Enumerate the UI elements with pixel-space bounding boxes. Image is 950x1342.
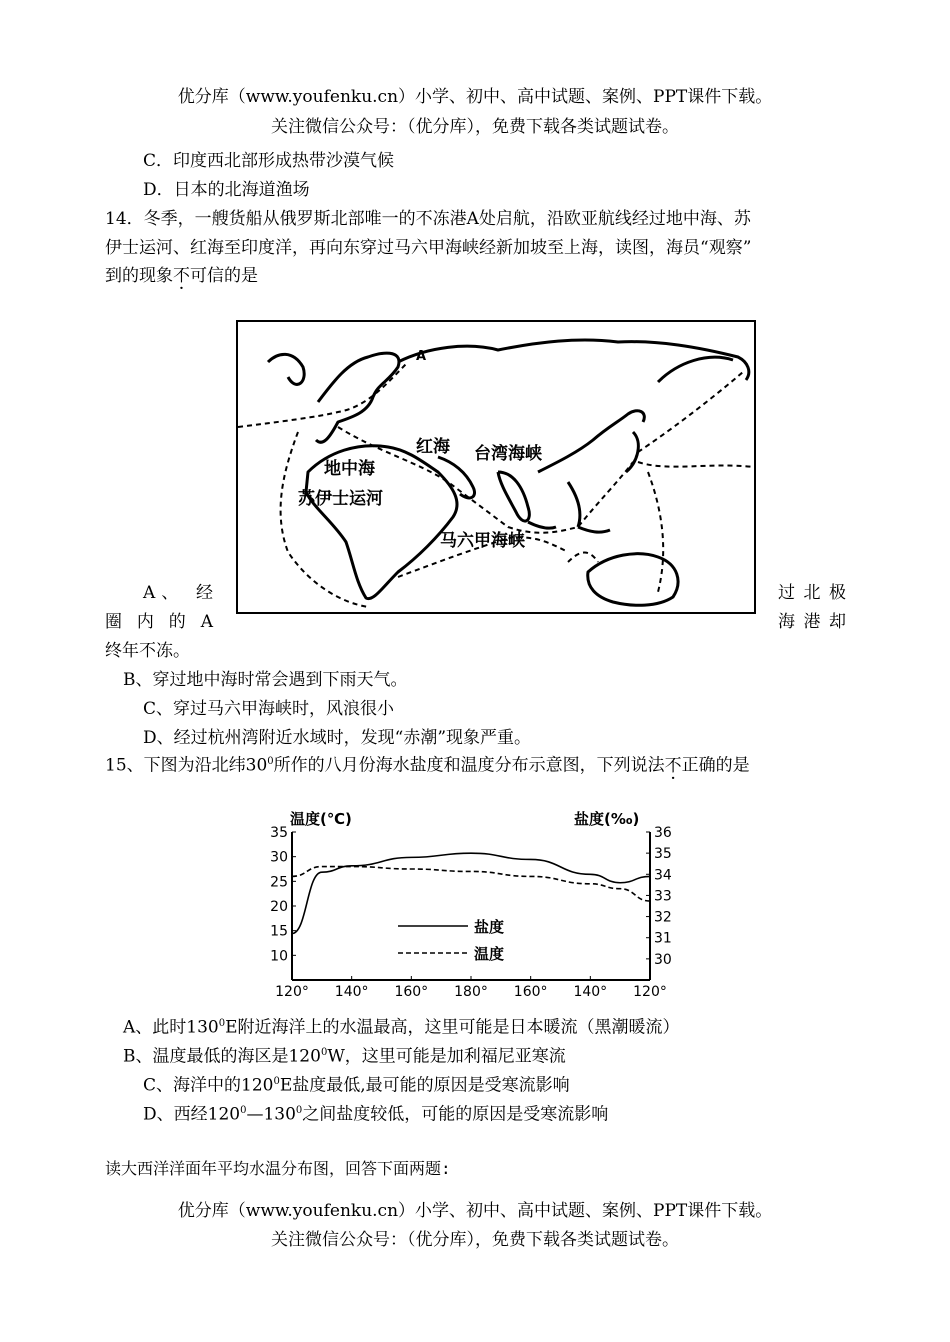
q14-option-a-left-2: 圈内的A bbox=[105, 612, 213, 632]
q15-option-c-post: E盐度最低,最可能的原因是受寒流影响 bbox=[279, 1075, 570, 1096]
footer-line-1: 优分库（www.youfenku.cn）小学、初中、高中试题、案例、PPT课件下载。 bbox=[177, 1201, 773, 1221]
q15-stem bbox=[105, 751, 750, 777]
chart-left-axis-label: 温度(℃) bbox=[290, 810, 352, 828]
q15-option-b-sup: 0 bbox=[320, 1047, 328, 1058]
chart-legend-temperature-label: 温度 bbox=[474, 945, 505, 963]
salinity-temperature-chart bbox=[258, 800, 688, 1000]
q14-emphasis-char: 不 bbox=[173, 266, 190, 286]
q14-stem-line-3 bbox=[105, 265, 258, 287]
q14-option-a-right-2: 海港却 bbox=[778, 612, 846, 632]
chart-left-tick-label: 35 bbox=[270, 825, 288, 841]
q14-option-d: D、经过杭州湾附近水域时，发现“赤潮”现象严重。 bbox=[143, 728, 532, 748]
q15-option-d bbox=[143, 1100, 608, 1126]
q14-stem-pre: 到的现象 bbox=[105, 266, 173, 286]
q13-option-c: C．印度西北部形成热带沙漠气候 bbox=[143, 151, 395, 171]
q15-option-d-mid: —130 bbox=[246, 1104, 296, 1125]
chart-layer bbox=[270, 825, 672, 1000]
q15-option-d-pre: D、西经120 bbox=[143, 1104, 241, 1125]
map-indonesia-2 bbox=[578, 527, 610, 532]
map-australia bbox=[588, 554, 678, 606]
q15-option-c-sup: 0 bbox=[273, 1076, 280, 1087]
world-route-map bbox=[236, 320, 756, 614]
q15-option-b bbox=[123, 1042, 566, 1068]
q14-option-a-left-1: A、 经 bbox=[143, 583, 213, 603]
chart-legend-salinity-label: 盐度 bbox=[474, 918, 505, 936]
chart-left-tick-label: 25 bbox=[270, 874, 288, 891]
q14-option-a-right-1: 过北极 bbox=[778, 583, 846, 603]
map-label-med: 地中海 bbox=[324, 459, 375, 479]
chart-x-tick-label: 180° bbox=[454, 984, 488, 1000]
chart-right-tick-label: 34 bbox=[654, 867, 672, 884]
chart-left-tick-label: 15 bbox=[270, 923, 288, 940]
q15-option-c-pre: C、海洋中的120 bbox=[143, 1075, 274, 1096]
map-label-taiwan: 台湾海峡 bbox=[474, 444, 542, 464]
q15-option-d-sup-1: 0 bbox=[240, 1105, 247, 1116]
reading-instruction: 读大西洋洋面年平均水温分布图，回答下面两题: bbox=[105, 1159, 451, 1178]
q14-stem-line-2: 伊士运河、红海至印度洋，再向东穿过马六甲海峡经新加坡至上海，读图，海员“观察” bbox=[105, 238, 752, 258]
chart-right-axis-label: 盐度(‰) bbox=[574, 810, 640, 828]
q15-stem-sup: 0 bbox=[267, 756, 274, 767]
q15-option-a bbox=[123, 1013, 680, 1039]
route-pacific bbox=[638, 462, 754, 467]
chart-x-tick-label: 120° bbox=[633, 984, 667, 1000]
chart-left-tick-label: 30 bbox=[270, 849, 288, 866]
chart-x-tick-label: 120° bbox=[275, 984, 309, 1000]
chart-x-tick-label: 160° bbox=[394, 984, 429, 1000]
chart-series-salinity bbox=[292, 853, 650, 933]
q14-stem-post: 可信的是 bbox=[190, 266, 258, 286]
q15-option-b-post: W，这里可能是加利福尼亚寒流 bbox=[327, 1046, 566, 1067]
chart-series-temperature bbox=[292, 867, 650, 902]
map-indonesia-1 bbox=[528, 522, 556, 528]
q14-option-a-line-3: 终年不冻。 bbox=[105, 641, 190, 661]
map-kamchatka bbox=[658, 357, 733, 382]
chart-left-tick-label: 20 bbox=[270, 899, 288, 915]
q15-option-d-post: 之间盐度较低，可能的原因是受寒流影响 bbox=[302, 1104, 609, 1125]
chart-left-tick-label: 10 bbox=[270, 948, 288, 965]
map-label-a: A bbox=[416, 349, 427, 364]
q14-option-b: B、穿过地中海时常会遇到下雨天气。 bbox=[123, 670, 408, 690]
map-label-red-sea: 红海 bbox=[416, 437, 450, 457]
route-south bbox=[648, 472, 663, 592]
q15-option-a-post: E附近海洋上的水温最高，这里可能是日本暖流（黑潮暖流） bbox=[225, 1017, 680, 1038]
q15-stem-pre: 15、下图为沿北纬30 bbox=[105, 755, 268, 776]
header-line-2: 关注微信公众号：（优分库），免费下载各类试题试卷。 bbox=[271, 117, 679, 137]
chart-right-tick-label: 32 bbox=[654, 909, 672, 926]
q15-stem-post: 正确的是 bbox=[681, 755, 750, 776]
q15-option-c bbox=[143, 1071, 570, 1097]
chart-right-tick-label: 30 bbox=[654, 951, 672, 968]
header-line-1: 优分库（www.youfenku.cn）小学、初中、高中试题、案例、PPT课件下载。 bbox=[177, 87, 773, 107]
route-north-pacific bbox=[638, 372, 743, 452]
chart-right-tick-label: 35 bbox=[654, 846, 672, 863]
map-label-suez: 苏伊士运河 bbox=[298, 489, 383, 509]
route-sea bbox=[568, 553, 598, 562]
map-india bbox=[498, 472, 529, 521]
q15-option-d-sup-2: 0 bbox=[295, 1105, 303, 1116]
chart-x-tick-label: 160° bbox=[513, 984, 548, 1000]
chart-right-tick-label: 31 bbox=[654, 930, 672, 947]
q15-stem-mid: 所作的八月份海水盐度和温度分布示意图，下列说法 bbox=[273, 755, 665, 776]
chart-x-tick-label: 140° bbox=[573, 984, 608, 1000]
q14-option-c: C、穿过马六甲海峡时，风浪很小 bbox=[143, 699, 395, 719]
map-malay bbox=[568, 482, 580, 527]
map-coast-1 bbox=[268, 354, 304, 384]
q15-emphasis-char: 不 bbox=[664, 755, 682, 776]
chart-x-tick-label: 140° bbox=[334, 984, 369, 1000]
q14-stem-line-1: 14．冬季，一艘货船从俄罗斯北部唯一的不冻港A处启航，沿欧亚航线经过地中海、苏 bbox=[105, 209, 751, 229]
q15-option-a-pre: A、此时130 bbox=[123, 1017, 219, 1038]
chart-right-tick-label: 33 bbox=[654, 888, 672, 905]
chart-right-tick-label: 36 bbox=[654, 825, 672, 841]
q13-option-d: D．日本的北海道渔场 bbox=[143, 180, 310, 200]
chart-svg bbox=[258, 800, 688, 1000]
map-drawing bbox=[238, 322, 754, 612]
q15-option-b-pre: B、温度最低的海区是120 bbox=[123, 1046, 321, 1067]
map-japan bbox=[626, 432, 638, 472]
map-china-coast bbox=[538, 411, 644, 472]
map-label-malacca: 马六甲海峡 bbox=[440, 531, 525, 551]
map-coast-europe bbox=[316, 353, 399, 442]
q15-option-a-sup: 0 bbox=[218, 1018, 226, 1029]
footer-line-2: 关注微信公众号：（优分库），免费下载各类试题试卷。 bbox=[271, 1230, 679, 1250]
